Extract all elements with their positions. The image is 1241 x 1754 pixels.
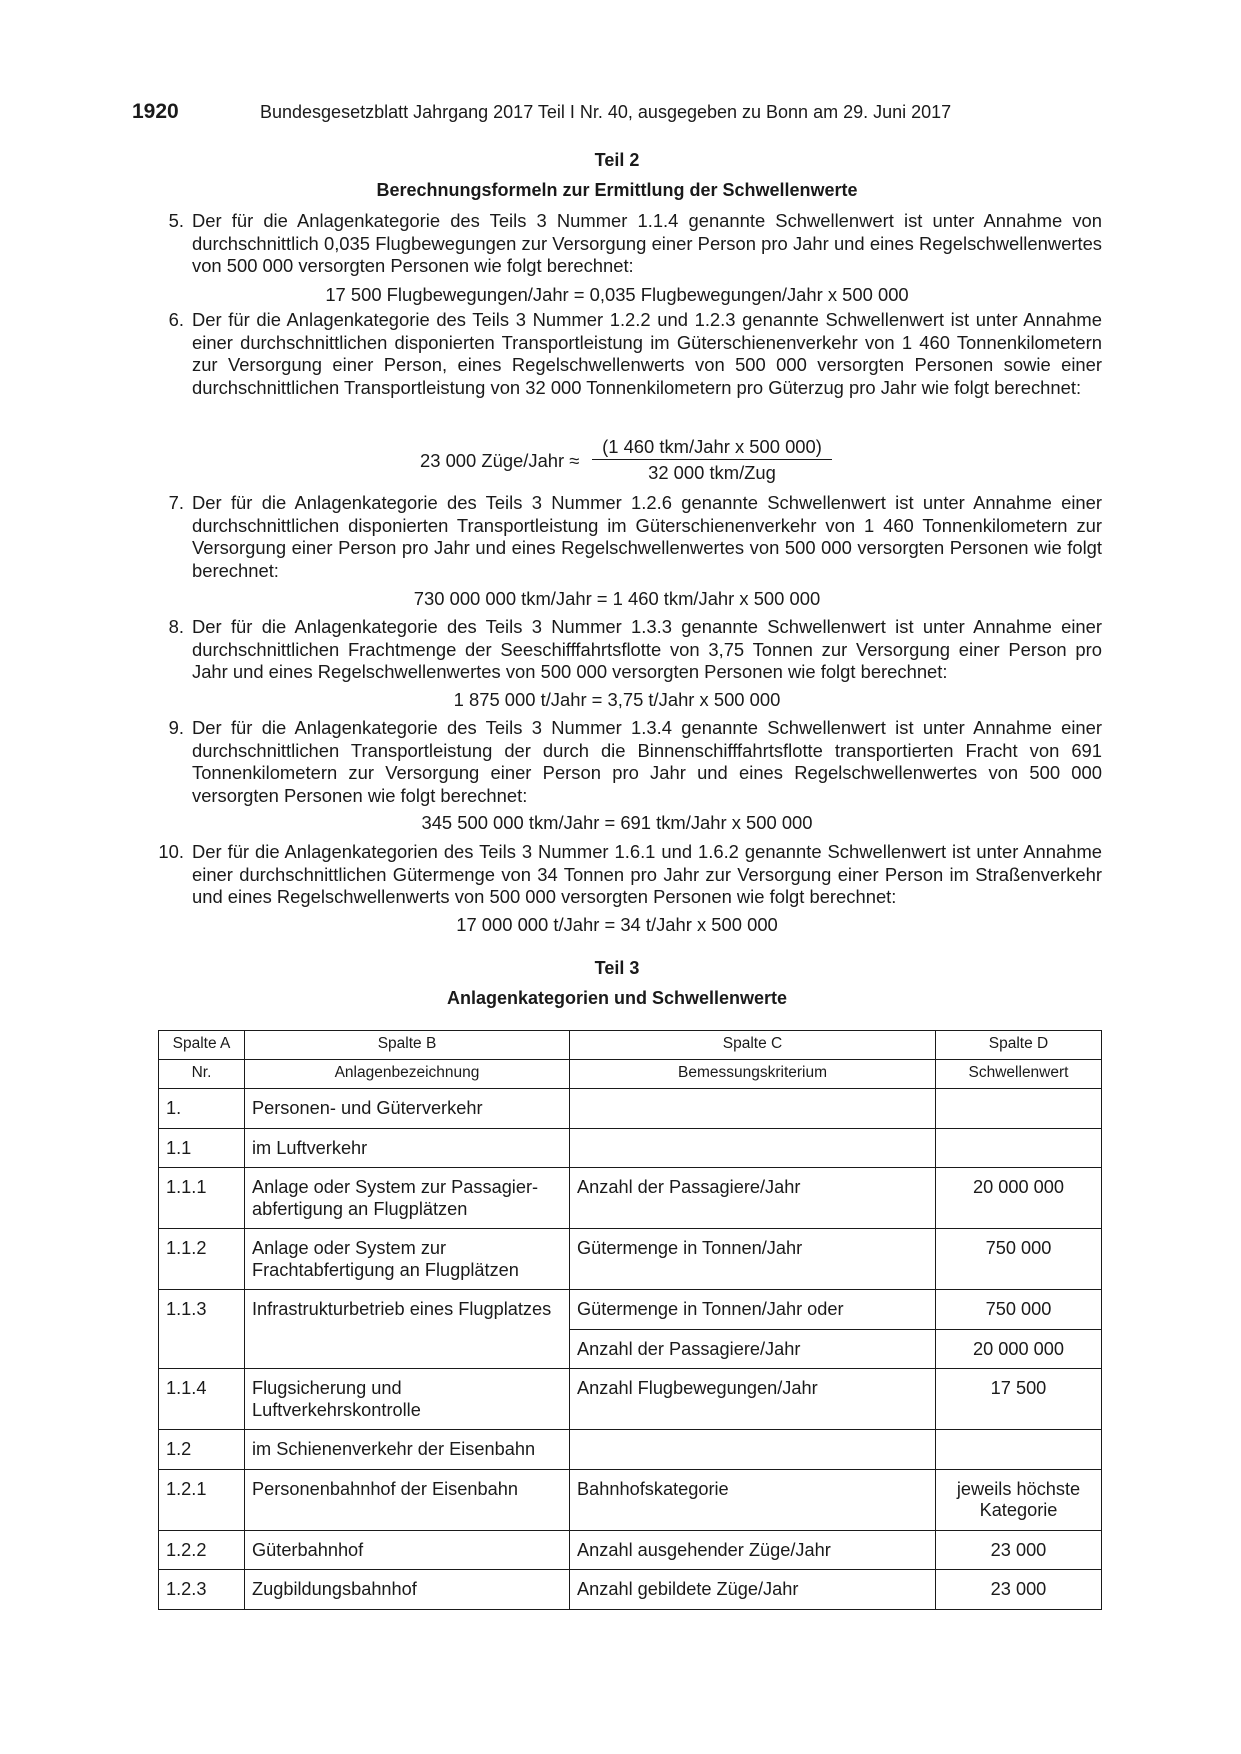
cell-threshold: [936, 1430, 1102, 1470]
item-text: Der für die Anlagenkategorie des Teils 3 Nummer 1.1.4 genannte Schwellenwert ist unter Annahme von durchschnittlich 0,035 Flugbewegungen zur Versorgung einer Person pro Jahr und eines Regelschwellenwertes von 500 000 versorgten Personen wie folgt berechnet:: [192, 210, 1102, 276]
column-header-c: Spalte C: [570, 1031, 936, 1060]
cell-threshold: 750 000: [936, 1229, 1102, 1290]
formula-6: [420, 436, 840, 486]
cell-threshold: 20 000 000: [936, 1168, 1102, 1229]
cell-criterion: [570, 1128, 936, 1168]
list-item-9: [158, 717, 1102, 807]
cell-criterion: [570, 1089, 936, 1129]
cell-name: Flugsicherung und Luftverkehrskontrolle: [245, 1369, 570, 1430]
cell-threshold: 23 000: [936, 1570, 1102, 1610]
table-row: [159, 1229, 1102, 1290]
cell-criterion: Anzahl Flugbewegungen/Jahr: [570, 1369, 936, 1430]
cell-criterion: Anzahl der Passagiere/Jahr: [570, 1168, 936, 1229]
item-number: 7.: [168, 492, 184, 513]
part3-title: Teil 3: [594, 958, 640, 978]
cell-threshold: 20 000 000: [936, 1329, 1102, 1369]
table-row: [159, 1530, 1102, 1570]
cell-name: Anlage oder System zur Passagierabfertigung an Flugplätzen: [245, 1168, 570, 1229]
fraction-numerator: (1 460 tkm/Jahr x 500 000): [592, 436, 832, 460]
fraction: [592, 436, 832, 484]
table-row: [159, 1128, 1102, 1168]
column-subheader-a: Nr.: [159, 1060, 245, 1089]
item-text: Der für die Anlagenkategorien des Teils 3 Nummer 1.6.1 und 1.6.2 genannte Schwellenwert ist unter Annahme einer durchschnittlichen Gütermenge von 34 Tonnen pro Jahr zur Versorgung einer Person im Straßenverkehr und eines Regelschwellenwerts von 500 000 versorgten Personen wie folgt berechnet:: [192, 841, 1102, 907]
list-item-5: [158, 210, 1102, 278]
cell-name: Infrastrukturbetrieb eines Flugplatzes: [245, 1290, 570, 1369]
column-subheader-b: Anlagenbezeichnung: [245, 1060, 570, 1089]
cell-name: Zugbildungsbahnhof: [245, 1570, 570, 1610]
item-number: 5.: [168, 210, 184, 231]
cell-nr: 1.: [159, 1089, 245, 1129]
cell-nr: 1.2.3: [159, 1570, 245, 1610]
cell-criterion: Bahnhofskategorie: [570, 1469, 936, 1530]
cell-nr: 1.2: [159, 1430, 245, 1470]
formula-9: 345 500 000 tkm/Jahr = 691 tkm/Jahr x 500 000: [421, 812, 813, 833]
table-subheader-row: [159, 1060, 1102, 1089]
list-item-6: [158, 309, 1102, 399]
running-head: Bundesgesetzblatt Jahrgang 2017 Teil I Nr. 40, ausgegeben zu Bonn am 29. Juni 2017: [260, 102, 952, 122]
cell-criterion: Gütermenge in Tonnen/Jahr: [570, 1229, 936, 1290]
cell-name: im Luftverkehr: [245, 1128, 570, 1168]
item-number: 8.: [168, 616, 184, 637]
cell-threshold: [936, 1128, 1102, 1168]
item-number: 6.: [168, 309, 184, 330]
cell-criterion: Anzahl gebildete Züge/Jahr: [570, 1570, 936, 1610]
cell-nr: 1.1.2: [159, 1229, 245, 1290]
cell-nr: 1.2.2: [159, 1530, 245, 1570]
table-row: [159, 1168, 1102, 1229]
column-subheader-d: Schwellenwert: [936, 1060, 1102, 1089]
cell-criterion: Anzahl ausgehender Züge/Jahr: [570, 1530, 936, 1570]
table-row: [159, 1089, 1102, 1129]
formula-8: 1 875 000 t/Jahr = 3,75 t/Jahr x 500 000: [453, 689, 781, 710]
part3-subtitle: Anlagenkategorien und Schwellenwerte: [446, 988, 788, 1008]
column-header-d: Spalte D: [936, 1031, 1102, 1060]
cell-nr: 1.1.4: [159, 1369, 245, 1430]
table-row: [159, 1369, 1102, 1430]
list-item-10: [158, 841, 1102, 909]
cell-criterion: [570, 1430, 936, 1470]
cell-name: Anlage oder System zur Frachtabfertigung an Flugplätzen: [245, 1229, 570, 1290]
cell-criterion: Gütermenge in Tonnen/Jahr oder: [570, 1290, 936, 1330]
item-text: Der für die Anlagenkategorie des Teils 3 Nummer 1.3.3 genannte Schwellenwert ist unter Annahme einer durchschnittlichen Frachtmenge der Seeschifffahrtsflotte von 3,75 Tonnen zur Versorgung einer Person pro Jahr und eines Regelschwellenwertes von 500 000 versorgten Personen wie folgt berechnet:: [192, 616, 1102, 682]
cell-criterion: Anzahl der Passagiere/Jahr: [570, 1329, 936, 1369]
part2-subtitle: Berechnungsformeln zur Ermittlung der Schwellenwerte: [376, 180, 858, 200]
cell-threshold: 17 500: [936, 1369, 1102, 1430]
cell-nr: 1.1.1: [159, 1168, 245, 1229]
column-header-b: Spalte B: [245, 1031, 570, 1060]
cell-threshold: 750 000: [936, 1290, 1102, 1330]
formula-7: 730 000 000 tkm/Jahr = 1 460 tkm/Jahr x 500 000: [413, 588, 821, 609]
item-text: Der für die Anlagenkategorie des Teils 3 Nummer 1.3.4 genannte Schwellenwert ist unter Annahme einer durchschnittlichen Transportleistung der durch die Binnenschifffahrtsflotte transportierten Fracht von 691 Tonnenkilometern zur Versorgung einer Person pro Jahr und eines Regelschwellenwertes von 500 000 versorgten Personen wie folgt berechnet:: [192, 717, 1102, 806]
item-number: 9.: [168, 717, 184, 738]
item-number: 10.: [158, 841, 184, 862]
table-header-row: [159, 1031, 1102, 1060]
list-item-7: [158, 492, 1102, 582]
table-row: [159, 1290, 1102, 1330]
table-row: [159, 1469, 1102, 1530]
item-text: Der für die Anlagenkategorie des Teils 3 Nummer 1.2.6 genannte Schwellenwert ist unter Annahme einer durchschnittlichen disponierten Transportleistung im Güterschienenverkehr von 1 460 Tonnenkilometern zur Versorgung einer Person pro Jahr und eines Regelschwellenwertes von 500 000 versorgten Personen wie folgt berechnet:: [192, 492, 1102, 581]
table-row: [159, 1570, 1102, 1610]
cell-name: Personenbahnhof der Eisenbahn: [245, 1469, 570, 1530]
cell-nr: 1.2.1: [159, 1469, 245, 1530]
item-text: Der für die Anlagenkategorie des Teils 3 Nummer 1.2.2 und 1.2.3 genannte Schwellenwert ist unter Annahme einer durchschnittlichen disponierten Transportleistung im Güterschienenverkehr von 1 460 Tonnenkilometern zur Versorgung einer Person, eines Regelschwellenwerts von 500 000 versorgten Personen sowie einer durchschnittlichen Transportleistung von 32 000 Tonnenkilometern pro Güterzug pro Jahr wie folgt berechnet:: [192, 309, 1102, 398]
cell-name: Güterbahnhof: [245, 1530, 570, 1570]
table-row: [159, 1430, 1102, 1470]
list-item-8: [158, 616, 1102, 684]
formula-10: 17 000 000 t/Jahr = 34 t/Jahr x 500 000: [456, 914, 778, 935]
page-number: 1920: [132, 100, 179, 123]
page-header: [132, 100, 1102, 130]
formula-5: 17 500 Flugbewegungen/Jahr = 0,035 Flugbewegungen/Jahr x 500 000: [325, 284, 909, 305]
cell-threshold: 23 000: [936, 1530, 1102, 1570]
cell-nr: 1.1.3: [159, 1290, 245, 1369]
formula-lhs: 23 000 Züge/Jahr ≈: [420, 450, 580, 471]
cell-threshold: [936, 1089, 1102, 1129]
cell-nr: 1.1: [159, 1128, 245, 1168]
cell-name: im Schienenverkehr der Eisenbahn: [245, 1430, 570, 1470]
cell-threshold: jeweils höchste Kategorie: [936, 1469, 1102, 1530]
column-header-a: Spalte A: [159, 1031, 245, 1060]
fraction-denominator: 32 000 tkm/Zug: [648, 462, 776, 483]
cell-name: Personen- und Güterverkehr: [245, 1089, 570, 1129]
column-subheader-c: Bemessungskriterium: [570, 1060, 936, 1089]
threshold-table: [158, 1030, 1101, 1610]
part2-title: Teil 2: [594, 150, 640, 170]
